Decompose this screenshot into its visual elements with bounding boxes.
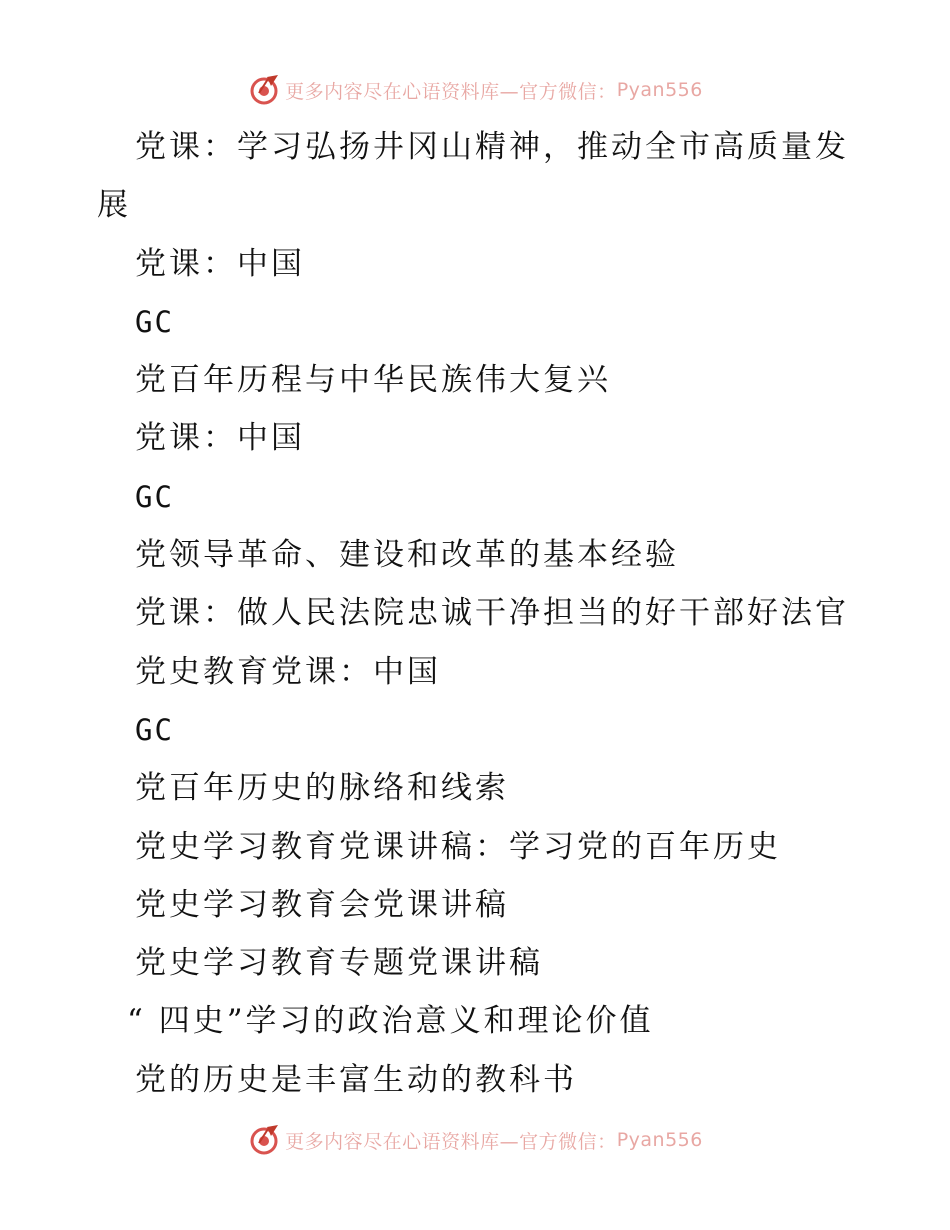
text-line: 党的历史是丰富生动的教科书 [135,1061,577,1098]
quill-seal-icon [247,73,281,107]
watermark-text-id: Pyan556 [616,79,703,101]
text-line: 党百年历史的脉络和线索 [135,770,509,807]
text-line: 党史学习教育会党课讲稿 [135,886,509,923]
text-line: 党史学习教育专题党课讲稿 [135,945,543,982]
text-line: 党领导革命、建设和改革的基本经验 [135,537,679,574]
quill-seal-icon [247,1123,281,1157]
footer-watermark [0,1120,950,1160]
text-line: “ 四史”学习的政治意义和理论价值 [127,1003,654,1040]
text-line: 党百年历程与中华民族伟大复兴 [135,362,611,399]
header-watermark [0,70,950,110]
watermark-text-sep: —官方微信： [499,1130,617,1153]
text-line: GC [135,712,174,747]
text-line: 党史教育党课：中国 [135,653,441,690]
watermark-text-main: 更多内容尽在心语资料库 [285,1130,500,1153]
watermark-text-main: 更多内容尽在心语资料库 [285,80,500,103]
watermark-text-sep: —官方微信： [499,80,617,103]
text-line-continuation: 展 [97,187,131,224]
watermark-text-id: Pyan556 [616,1129,703,1151]
text-line: 党课：中国 [135,420,305,457]
text-line: GC [135,479,174,514]
document-body [0,118,950,1109]
text-line: 党课：学习弘扬井冈山精神，推动全市高质量发 [135,129,849,165]
text-line: 党课：中国 [135,245,305,282]
text-line: GC [135,304,174,339]
text-line: 党课：做人民法院忠诚干净担当的好干部好法官 [135,595,849,632]
text-line: 党史学习教育党课讲稿：学习党的百年历史 [135,828,781,865]
